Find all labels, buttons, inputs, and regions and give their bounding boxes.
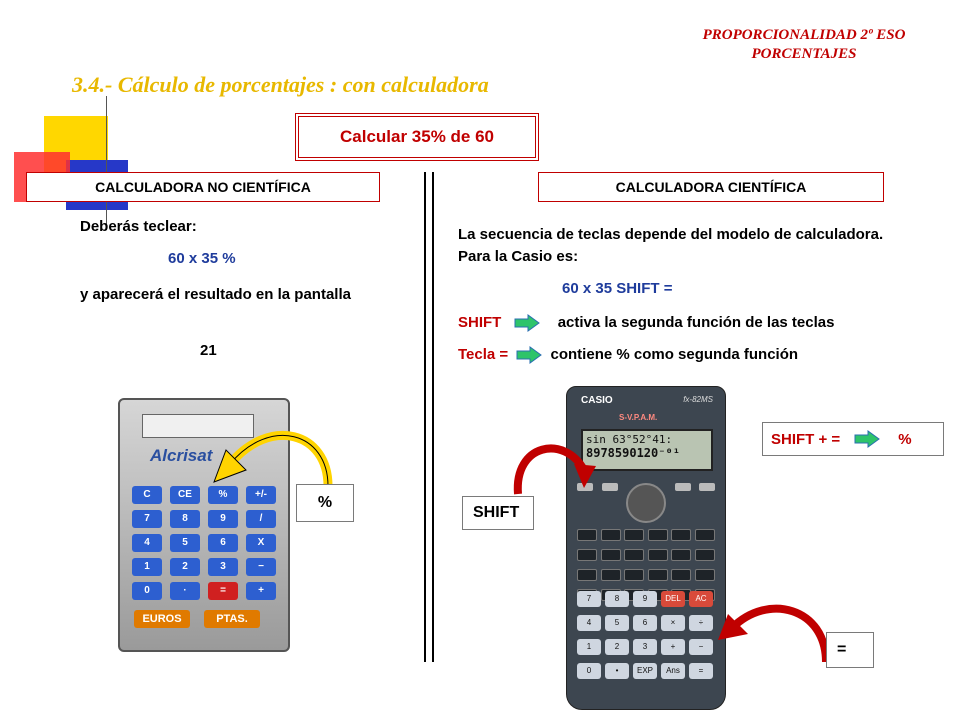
calculator-key: / <box>246 510 276 528</box>
casio-key: 4 <box>577 615 601 631</box>
calculator-key: 9 <box>208 510 238 528</box>
calculator-key: +/- <box>246 486 276 504</box>
casio-key: 5 <box>605 615 629 631</box>
casio-function-key <box>601 569 621 581</box>
casio-function-key <box>695 549 715 561</box>
problem-box: Calcular 35% de 60 <box>298 116 536 158</box>
left-keys: 60 x 35 % <box>168 250 236 267</box>
shift-equals-box <box>762 422 944 456</box>
calculator-brand: Alcrisat <box>150 446 213 465</box>
calculator-key: 7 <box>132 510 162 528</box>
casio-function-key <box>577 529 597 541</box>
curved-arrow-shift <box>504 430 600 500</box>
casio-function-key <box>671 549 691 561</box>
casio-model: fx-82MS <box>683 395 713 404</box>
casio-function-key <box>624 529 644 541</box>
calculator-key: 2 <box>170 558 200 576</box>
casio-function-key <box>648 569 668 581</box>
casio-function-key <box>577 549 597 561</box>
shift-label-box: SHIFT <box>462 496 534 530</box>
right-keys: 60 x 35 SHIFT = <box>562 280 673 297</box>
left-line2: y aparecerá el resultado en la pantalla <box>80 286 351 303</box>
calculator-key: % <box>208 486 238 504</box>
casio-function-key <box>671 529 691 541</box>
calculator-key: − <box>246 558 276 576</box>
green-arrow-icon <box>514 314 540 332</box>
calculator-key: 1 <box>132 558 162 576</box>
curved-arrow-equals <box>708 588 838 668</box>
casio-function-key <box>601 529 621 541</box>
shift-equals-text: SHIFT + = <box>771 430 841 448</box>
left-line1: Deberás teclear: <box>80 218 197 235</box>
calculator-key: 4 <box>132 534 162 552</box>
header-line2: PORCENTAJES <box>751 46 857 62</box>
calculator-key: 8 <box>170 510 200 528</box>
calculator-key: X <box>246 534 276 552</box>
casio-number-keypad <box>577 591 717 679</box>
casio-key: 6 <box>633 615 657 631</box>
casio-function-key <box>601 549 621 561</box>
casio-display <box>581 429 713 471</box>
casio-key: 3 <box>633 639 657 655</box>
casio-function-key <box>648 529 668 541</box>
header-line1: PROPORCIONALIDAD 2º ESO <box>702 27 906 43</box>
left-result: 21 <box>200 342 217 359</box>
calculator-keypad <box>132 486 280 600</box>
calculator-key: + <box>246 582 276 600</box>
casio-function-key <box>648 549 668 561</box>
green-arrow-icon <box>854 430 880 448</box>
header-title <box>674 26 934 64</box>
casio-function-key <box>671 569 691 581</box>
casio-key: × <box>661 615 685 631</box>
left-heading: CALCULADORA NO CIENTÍFICA <box>26 172 380 202</box>
casio-display-line1: sin 63°52°41: <box>586 433 673 446</box>
casio-display-line2: 8978590120⁻⁰¹ <box>586 446 680 460</box>
casio-key: + <box>661 639 685 655</box>
shift-word: SHIFT <box>458 314 502 331</box>
casio-function-key <box>695 529 715 541</box>
alpha-key <box>602 483 618 491</box>
casio-key: = <box>689 663 713 679</box>
casio-key: DEL <box>661 591 685 607</box>
column-divider <box>424 172 434 662</box>
calculator-key: 5 <box>170 534 200 552</box>
casio-function-key <box>695 569 715 581</box>
section-title: 3.4.- Cálculo de porcentajes : con calculadora <box>72 72 489 97</box>
shift-line <box>458 312 834 334</box>
casio-svpam: S-V.P.A.M. <box>619 413 658 422</box>
casio-key: ÷ <box>689 615 713 631</box>
casio-key: 8 <box>605 591 629 607</box>
green-arrow-icon <box>516 346 542 364</box>
deco-vertical-line <box>106 96 107 226</box>
right-heading: CALCULADORA CIENTÍFICA <box>538 172 884 202</box>
casio-function-key <box>577 569 597 581</box>
tecla-line <box>458 344 798 366</box>
shift-desc: activa la segunda función de las teclas <box>557 314 835 331</box>
calculator-key: CE <box>170 486 200 504</box>
shift-equals-percent: % <box>898 430 912 448</box>
calculator-key: 3 <box>208 558 238 576</box>
equals-label-box: = <box>826 632 874 668</box>
right-intro: La secuencia de teclas depende del modelo de calculadora. Para la Casio es: <box>458 226 884 265</box>
calculator-key: = <box>208 582 238 600</box>
casio-function-key <box>624 549 644 561</box>
mode-key <box>675 483 691 491</box>
casio-key: AC <box>689 591 713 607</box>
casio-key: 1 <box>577 639 601 655</box>
tecla-word: Tecla = <box>458 346 509 363</box>
casio-key: 7 <box>577 591 601 607</box>
calculator-key: · <box>170 582 200 600</box>
casio-key: 9 <box>633 591 657 607</box>
calculator-key: 6 <box>208 534 238 552</box>
calculator-euros-key: EUROS <box>134 610 190 628</box>
calculator-key: C <box>132 486 162 504</box>
calculator-ptas-key: PTAS. <box>204 610 260 628</box>
casio-key: 0 <box>577 663 601 679</box>
on-key <box>699 483 715 491</box>
calculator-key: 0 <box>132 582 162 600</box>
replay-pad <box>626 483 666 523</box>
casio-key: EXP <box>633 663 657 679</box>
casio-key: Ans <box>661 663 685 679</box>
casio-key: 2 <box>605 639 629 655</box>
casio-function-key <box>624 569 644 581</box>
casio-key: • <box>605 663 629 679</box>
tecla-desc: contiene % como segunda función <box>550 346 799 363</box>
percent-label-box: % <box>296 484 354 522</box>
casio-key: − <box>689 639 713 655</box>
casio-brand: CASIO <box>581 395 613 406</box>
